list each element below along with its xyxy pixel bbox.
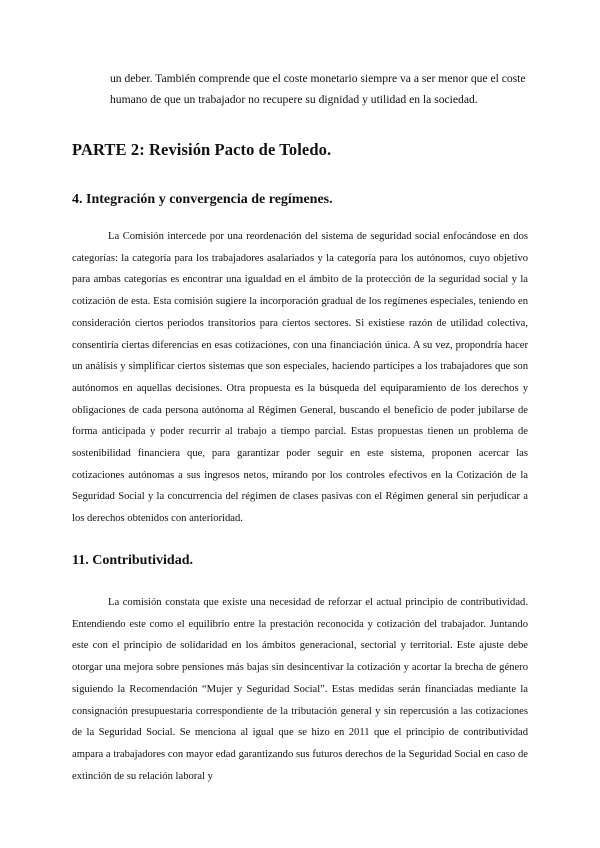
intro-quote: un deber. También comprende que el coste monetario siempre va a ser menor que el coste humano de que un trabajador no recupere su dignidad y utilidad en la sociedad. — [110, 72, 526, 106]
section-title-contributividad: 11. Contributividad. — [72, 553, 193, 568]
part-title: PARTE 2: Revisión Pacto de Toledo. — [72, 140, 332, 159]
section-title-integracion: 4. Integración y convergencia de regímenes. — [72, 192, 333, 207]
section-body-integracion: La Comisión intercede por una reordenación del sistema de seguridad social enfocándose en dos categorías: la categoría para los trabajadores asalariados y la categoría para los autónomos, cuyo objetivo para ambas categorías es encontrar una igualdad en el ámbito de la protección de la seguridad social y la cotización de esta. Esta comisión sugiere la incorporación gradual de los regímenes especiales, teniendo en consideración ciertos periodos transitorios para ciertos sectores. Si existiese razón de utilidad colectiva, consentiría ciertas diferencias en esas cotizaciones, con una financiación única. A su vez, propondría hacer un análisis y simplificar ciertos sistemas que son especiales, haciendo partícipes a los trabajadores que son autónomos en aquellas decisiones. Otra propuesta es la búsqueda del equiparamiento de los derechos y obligaciones de cada persona autónoma al Régimen General, buscando el beneficio de poder jubilarse de forma anticipada y poder recurrir al trabajo a tiempo parcial. Estas propuestas tienen un problema de sostenibilidad financiera que, para garantizar poder seguir en este sistema, proponen acercar las cotizaciones autónomas a sus ingresos netos, mirando por los controles efectivos en la Cotización de la Seguridad Social y la concurrencia del régimen de clases pasivas con el Régimen general sin perjudicar a los derechos obtenidos con anterioridad. — [72, 231, 528, 525]
section-body-contributividad: La comisión constata que existe una necesidad de reforzar el actual principio de contributividad. Entendiendo este como el equilibrio entre la prestación reconocida y cotización del trabajador. Juntando este con el principio de solidaridad en los ámbitos generacional, sectorial y territorial. Este ajuste debe otorgar una mejora sobre pensiones más bajas sin desincentivar la cotización y acortar la brecha de género siguiendo la Recomendación “Mujer y Seguridad Social”. Estas medidas serán financiadas mediante la consignación presupuestaria correspondiente de la tributación general y sin repercusión a las cotizaciones de la Seguridad Social. Se menciona al igual que se hizo en 2011 que el principio de contributividad ampara a trabajadores con mayor edad garantizando sus futuros derechos de la Seguridad Social en caso de extinción de su relación laboral y — [72, 597, 528, 782]
